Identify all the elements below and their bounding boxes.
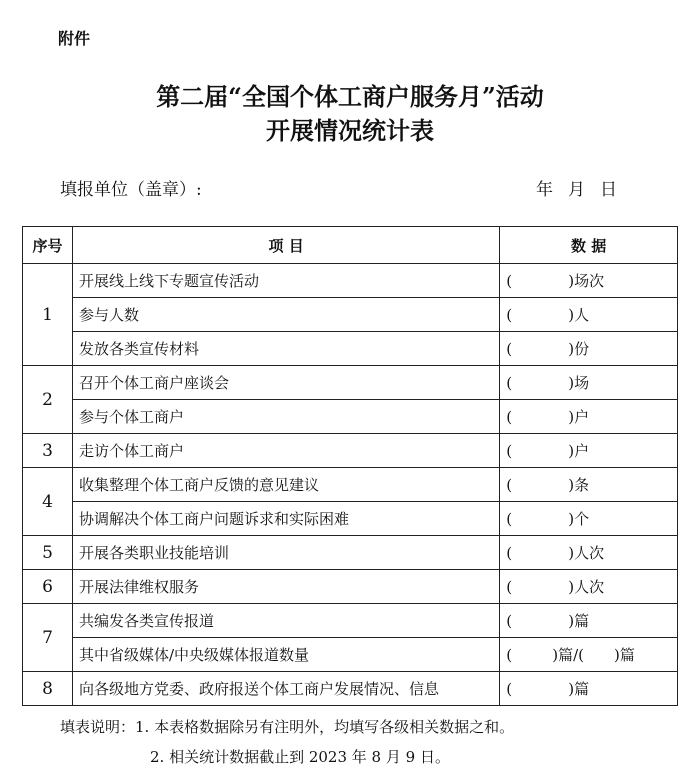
row-value-field[interactable]: ( )户 (500, 400, 678, 434)
row-item: 开展各类职业技能培训 (72, 536, 499, 570)
row-unit: 个 (574, 510, 590, 528)
table-row (23, 298, 678, 332)
table-row (23, 468, 678, 502)
header-seq: 序号 (23, 227, 73, 264)
row-item: 协调解决个体工商户问题诉求和实际困难 (72, 502, 499, 536)
table-row (23, 400, 678, 434)
row-unit: 人 (574, 306, 590, 324)
row-item: 收集整理个体工商户反馈的意见建议 (72, 468, 499, 502)
row-seq: 7 (23, 604, 73, 672)
row-item: 召开个体工商户座谈会 (72, 366, 499, 400)
row-value-field[interactable]: ( )场次 (500, 264, 678, 298)
row-seq: 5 (23, 536, 73, 570)
table-row (23, 434, 678, 468)
row-unit: 户 (574, 408, 590, 426)
row-item: 开展法律维权服务 (72, 570, 499, 604)
row-seq: 1 (23, 264, 73, 366)
table-row (23, 536, 678, 570)
table-row (23, 332, 678, 366)
document-title: 第二届“全国个体工商户服务月”活动 (156, 82, 544, 111)
row-seq: 4 (23, 468, 73, 536)
table-row (23, 570, 678, 604)
table-row (23, 672, 678, 706)
row-value-field[interactable]: ( )篇 (500, 604, 678, 638)
row-value-field[interactable]: ( )个 (500, 502, 678, 536)
row-item: 其中省级媒体/中央级媒体报道数量 (72, 638, 499, 672)
row-item: 参与个体工商户 (72, 400, 499, 434)
statistics-table (22, 226, 678, 706)
date-month: 月 (568, 180, 585, 200)
row-unit: 份 (574, 340, 590, 358)
header-item: 项 目 (72, 227, 499, 264)
table-row (23, 638, 678, 672)
row-value-field[interactable]: ( )人次 (500, 536, 678, 570)
row-value-field[interactable]: ( )人 (500, 298, 678, 332)
row-item: 向各级地方党委、政府报送个体工商户发展情况、信息 (72, 672, 499, 706)
table-row (23, 264, 678, 298)
row-value-field[interactable]: ( )篇 (500, 672, 678, 706)
row-unit: 户 (574, 442, 590, 460)
row-unit: 篇/ (558, 646, 579, 664)
document-subtitle: 开展情况统计表 (266, 116, 434, 145)
date-year: 年 (536, 180, 553, 200)
row-item: 共编发各类宣传报道 (72, 604, 499, 638)
row-unit: 人次 (574, 578, 605, 596)
row-value-field[interactable]: ( )人次 (500, 570, 678, 604)
table-row (23, 366, 678, 400)
row-seq: 8 (23, 672, 73, 706)
row-item: 开展线上线下专题宣传活动 (72, 264, 499, 298)
instruction-line-1: 填表说明：1. 本表格数据除另有注明外，均填写各级相关数据之和。 (60, 718, 515, 736)
reporting-unit-label: 填报单位（盖章）: (60, 180, 202, 200)
row-value-field[interactable]: ( )篇/( )篇 (500, 638, 678, 672)
table-row (23, 502, 678, 536)
report-date (536, 175, 632, 200)
table-row (23, 604, 678, 638)
attachment-label: 附件 (58, 29, 91, 48)
fill-instructions (60, 712, 514, 772)
row-unit: 条 (574, 476, 590, 494)
row-seq: 2 (23, 366, 73, 434)
row-value-field[interactable]: ( )条 (500, 468, 678, 502)
row-item: 发放各类宣传材料 (72, 332, 499, 366)
row-unit: 人次 (574, 544, 605, 562)
row-seq: 3 (23, 434, 73, 468)
row-unit: 篇 (574, 612, 590, 630)
header-value: 数 据 (500, 227, 678, 264)
row-value-field[interactable]: ( )份 (500, 332, 678, 366)
instruction-line-2: 2. 相关统计数据截止到 2023 年 8 月 9 日。 (150, 748, 450, 766)
row-unit: 篇 (574, 680, 590, 698)
row-unit-secondary: 篇 (619, 646, 635, 664)
table-body (23, 264, 678, 706)
row-seq: 6 (23, 570, 73, 604)
row-item: 走访个体工商户 (72, 434, 499, 468)
row-value-field[interactable]: ( )场 (500, 366, 678, 400)
row-value-field[interactable]: ( )户 (500, 434, 678, 468)
row-unit: 场 (574, 374, 590, 392)
row-unit: 场次 (574, 272, 605, 290)
table-header-row (23, 227, 678, 264)
row-item: 参与人数 (72, 298, 499, 332)
date-day: 日 (600, 180, 617, 200)
